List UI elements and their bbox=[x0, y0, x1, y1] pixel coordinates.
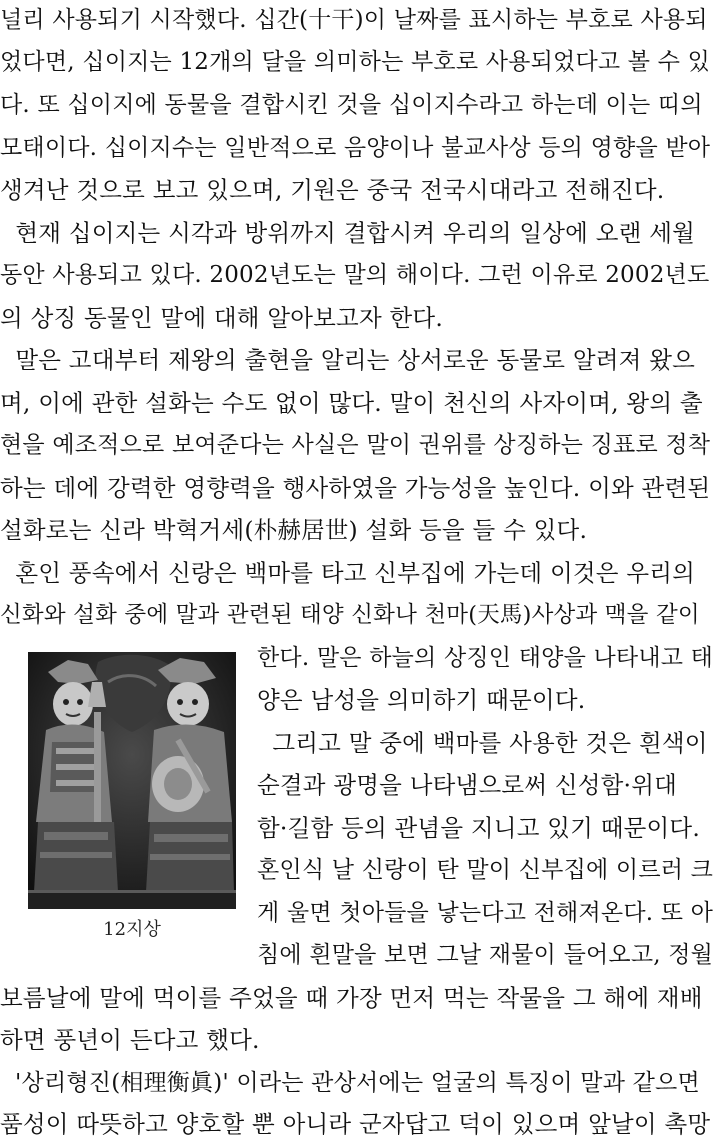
text-line: 양은 남성을 의미하기 때문이다. bbox=[257, 686, 586, 714]
text-line: 그리고 말 중에 백마를 사용한 것은 흰색이 bbox=[257, 729, 708, 757]
text-line: 널리 사용되기 시작했다. 십간(十干)이 날짜를 표시하는 부호로 사용되 bbox=[0, 7, 708, 33]
text-line: 혼인 풍속에서 신랑은 백마를 타고 신부집에 가는데 이것은 우리의 bbox=[0, 559, 696, 587]
text-line: 함·길함 등의 관념을 지니고 있기 때문이다. bbox=[257, 814, 701, 842]
text-line: 게 울면 첫아들을 낳는다고 전해져온다. 또 아 bbox=[257, 900, 714, 926]
text-line: 의 상징 동물인 말에 대해 알아보고자 한다. bbox=[0, 304, 444, 332]
text-line: 순결과 광명을 나타냄으로써 신성함·위대 bbox=[257, 771, 677, 799]
text-line: 하는 데에 강력한 영향력을 행사하였을 가능성을 높인다. 이와 관련된 bbox=[0, 474, 711, 502]
text-line: 한다. 말은 하늘의 상징인 태양을 나타내고 태 bbox=[257, 645, 714, 671]
text-line: 말은 고대부터 제왕의 출현을 알리는 상서로운 동물로 알려져 왔으 bbox=[0, 346, 696, 374]
text-line: 침에 흰말을 보면 그날 재물이 들어오고, 정월 bbox=[257, 942, 714, 968]
text-line: 생겨난 것으로 보고 있으며, 기원은 중국 전국시대라고 전해진다. bbox=[0, 176, 665, 204]
text-line: 현을 예조적으로 보여준다는 사실은 말이 권위를 상징하는 징표로 정착 bbox=[0, 432, 711, 458]
text-line: 모태이다. 십이지수는 일반적으로 음양이나 불교사상 등의 영향을 받아 bbox=[0, 135, 711, 161]
figure-caption: 12지상 bbox=[103, 919, 161, 940]
text-line: 품성이 따뜻하고 양호할 뿐 아니라 군자답고 덕이 있으며 앞날이 촉망 bbox=[0, 1110, 711, 1138]
text-line: '상리형진(相理衡眞)' 이라는 관상서에는 얼굴의 특징이 말과 같으면 bbox=[0, 1070, 700, 1096]
text-line: 하면 풍년이 든다고 했다. bbox=[0, 1026, 260, 1054]
text-line: 다. 또 십이지에 동물을 결합시킨 것을 십이지수라고 하는데 이는 띠의 bbox=[0, 92, 703, 118]
text-line: 었다면, 십이지는 12개의 달을 의미하는 부호로 사용되었다고 볼 수 있 bbox=[0, 49, 711, 75]
text-line: 설화로는 신라 박혁거세(朴赫居世) 설화 등을 들 수 있다. bbox=[0, 516, 588, 544]
text-line: 보름날에 말에 먹이를 주었을 때 가장 먼저 먹는 작물을 그 해에 재배 bbox=[0, 984, 703, 1012]
zodiac-statue-photo bbox=[28, 652, 236, 909]
text-line: 혼인식 날 신랑이 탄 말이 신부집에 이르러 크 bbox=[257, 857, 714, 883]
text-line: 신화와 설화 중에 말과 관련된 태양 신화나 천마(天馬)사상과 맥을 같이 bbox=[0, 602, 700, 628]
text-line: 며, 이에 관한 설화는 수도 없이 많다. 말이 천신의 사자이며, 왕의 출 bbox=[0, 389, 703, 417]
text-line: 현재 십이지는 시각과 방위까지 결합시켜 우리의 일상에 오랜 세월 bbox=[0, 219, 696, 247]
text-line: 동안 사용되고 있다. 2002년도는 말의 해이다. 그런 이유로 2002년도 bbox=[0, 262, 710, 288]
